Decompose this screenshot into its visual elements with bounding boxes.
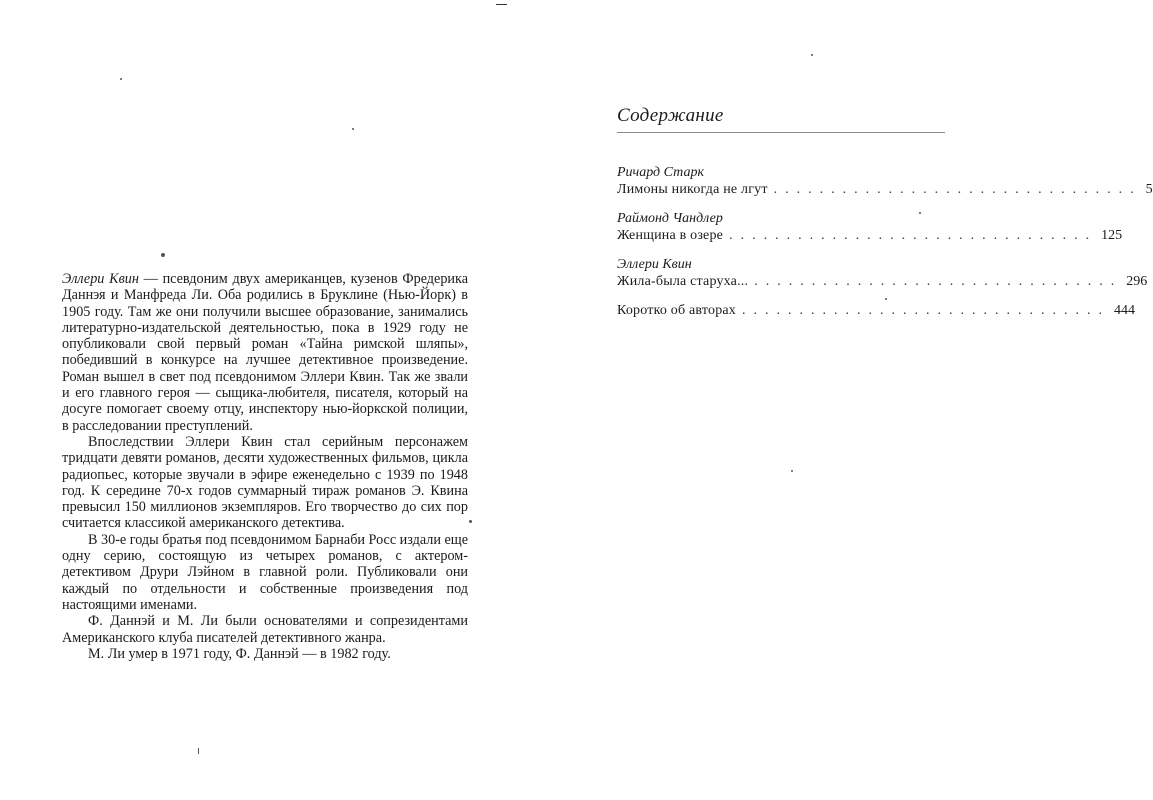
toc-entry-page: 5 <box>1145 182 1153 197</box>
scan-speck <box>352 128 354 130</box>
scan-speck <box>919 212 921 214</box>
toc-leader-dots: ................................ <box>729 228 1098 243</box>
scan-speck <box>811 54 813 56</box>
toc-entry-author: Раймонд Чандлер <box>617 211 723 226</box>
toc-leader-dots: ................................ <box>742 303 1111 318</box>
toc-entry-line[interactable] <box>617 181 1153 198</box>
bio-paragraph: В 30-е годы братья под псевдонимом Барнаби Росс издали еще одну серию, состоящую из четырех романов, с актером-детективом Друри Лэйном в главной роли. Публиковали они каждый по отдельности и собственные произведения под настоящими именами. <box>62 531 468 613</box>
scan-speck <box>120 78 122 80</box>
toc-entry-line[interactable] <box>617 227 1123 244</box>
author-bio <box>62 271 468 662</box>
toc-entry-page: 125 <box>1101 228 1123 243</box>
scan-speck <box>791 470 793 472</box>
toc-entry-author: Эллери Квин <box>617 257 692 272</box>
bio-author-name: Эллери Квин <box>62 271 139 287</box>
bio-paragraph-text: — псевдоним двух американцев, кузенов Фредерика Даннэя и Манфреда Ли. Оба родились в Бруклине (Нью-Йорк) в 1905 году. Там же они получили высшее образование, занимались литературно-издательской деятельностью, пока в 1929 году не опубликовали свой первый роман «Тайна римской шляпы», победивший в конкурсе на лучшее детективное произведение. Роман вышел в свет под псевдонимом Эллери Квин. Так же звали и его главного героя — сыщика-любителя, писателя, который на досуге помогает своему отцу, инспектору нью-йоркской полиции, в расследовании преступлений. <box>62 271 468 434</box>
toc-leader-dots: ................................ <box>754 274 1123 289</box>
toc-entry-title: Жила-была старуха... <box>617 274 749 289</box>
toc-entry-page: 444 <box>1114 303 1136 318</box>
toc-entry-page: 296 <box>1126 274 1148 289</box>
toc-entry-title: Женщина в озере <box>617 228 724 243</box>
bio-paragraph: М. Ли умер в 1971 году, Ф. Даннэй — в 1982 году. <box>88 645 391 662</box>
scan-speck <box>469 520 472 523</box>
toc-entry-title: Лимоны никогда не лгут <box>617 182 768 197</box>
toc-entry <box>617 210 1123 244</box>
bio-paragraph: Впоследствии Эллери Квин стал серийным персонажем тридцати девяти романов, десяти художественных фильмов, цикла радиопьес, которые звучали в эфире еженедельно с 1939 по 1948 год. К середине 70-х годов суммарный тираж романов Э. Квина превысил 150 миллионов экземпляров. Его творчество до сих пор считается классикой американского детектива. <box>62 433 468 532</box>
bio-paragraph: Ф. Даннэй и М. Ли были основателями и сопрезидентами Американского клуба писателей детективного жанра. <box>62 613 468 646</box>
table-of-contents <box>617 164 1153 331</box>
toc-divider <box>617 132 945 133</box>
scan-speck <box>198 748 199 754</box>
toc-leader-dots: ................................ <box>773 182 1142 197</box>
toc-entry-line[interactable] <box>617 273 1148 290</box>
toc-entry-line[interactable] <box>617 302 1136 319</box>
scan-speck <box>161 253 165 257</box>
toc-entry-author: Ричард Старк <box>617 165 704 180</box>
toc-entry <box>617 164 1153 198</box>
left-page <box>0 0 501 800</box>
toc-entry <box>617 256 1148 290</box>
toc-entry <box>617 302 1136 319</box>
right-page <box>501 0 1153 800</box>
toc-title: Содержание <box>617 105 724 126</box>
bio-paragraph <box>62 271 468 434</box>
toc-entry-title: Коротко об авторах <box>617 303 737 318</box>
scan-speck <box>885 298 887 300</box>
